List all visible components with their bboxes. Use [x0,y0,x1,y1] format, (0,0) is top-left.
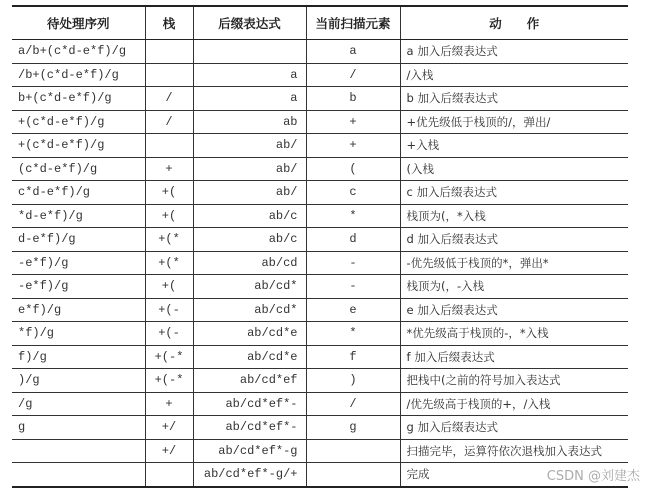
table-row [12,298,628,322]
postfix-cell: a [193,87,306,111]
stack-cell [145,40,193,64]
table-row [12,345,628,369]
table-row [12,228,628,252]
stack-cell: +( [145,204,193,228]
action-cell: /优先级高于栈顶的+，/入栈 [400,392,628,416]
stack-cell: +( [145,181,193,205]
header-postfix: 后缀表达式 [193,6,306,40]
stack-cell: +(-* [145,369,193,393]
table-row [12,134,628,158]
current-element-cell: + [306,134,400,158]
table-row [12,416,628,440]
current-element-cell: - [306,275,400,299]
postfix-cell: a [193,63,306,87]
stack-cell: / [145,87,193,111]
pending-sequence-cell: +(c*d-e*f)/g [12,134,145,158]
stack-cell: +/ [145,439,193,463]
current-element-cell: a [306,40,400,64]
action-cell: f 加入后缀表达式 [400,345,628,369]
pending-sequence-cell: b+(c*d-e*f)/g [12,87,145,111]
current-element-cell: f [306,345,400,369]
action-cell: 完成 [400,463,628,487]
action-cell: /入栈 [400,63,628,87]
postfix-cell: ab [193,110,306,134]
pending-sequence-cell [12,439,145,463]
postfix-cell: ab/cd*ef [193,369,306,393]
stack-cell [145,134,193,158]
pending-sequence-cell: c*d-e*f)/g [12,181,145,205]
action-cell: 栈顶为(，*入栈 [400,204,628,228]
pending-sequence-cell: g [12,416,145,440]
pending-sequence-cell: /g [12,392,145,416]
postfix-cell: ab/ [193,134,306,158]
current-element-cell [306,463,400,487]
pending-sequence-cell: d-e*f)/g [12,228,145,252]
action-cell: 栈顶为(，-入栈 [400,275,628,299]
postfix-cell: ab/ [193,181,306,205]
postfix-cell: ab/cd*ef*- [193,416,306,440]
watermark: CSDN @刘建杰 [546,469,640,484]
table-row [12,204,628,228]
current-element-cell: * [306,204,400,228]
stack-cell: / [145,110,193,134]
stack-cell: +(- [145,298,193,322]
postfix-cell: ab/ [193,157,306,181]
header-row [12,6,628,40]
postfix-cell: ab/c [193,204,306,228]
stack-cell: +(- [145,322,193,346]
table-row [12,157,628,181]
action-cell: -优先级低于栈顶的*，弹出* [400,251,628,275]
table-row [12,463,628,487]
stack-cell [145,63,193,87]
postfix-cell: ab/cd*ef*-g/+ [193,463,306,487]
current-element-cell: b [306,87,400,111]
stack-cell: +/ [145,416,193,440]
action-cell: e 加入后缀表达式 [400,298,628,322]
table-row [12,251,628,275]
current-element-cell [306,439,400,463]
action-cell: *优先级高于栈顶的-，*入栈 [400,322,628,346]
current-element-cell: e [306,298,400,322]
postfix-cell: ab/cd* [193,298,306,322]
stack-cell: + [145,392,193,416]
pending-sequence-cell: e*f)/g [12,298,145,322]
pending-sequence-cell: f)/g [12,345,145,369]
stack-cell: +( [145,275,193,299]
stack-cell: +(-* [145,345,193,369]
table-row [12,275,628,299]
action-cell: 把栈中(之前的符号加入表达式 [400,369,628,393]
table-row [12,439,628,463]
header-action: 动 作 [400,6,628,40]
action-cell: +入栈 [400,134,628,158]
current-element-cell: - [306,251,400,275]
table-row [12,392,628,416]
stack-cell: +(* [145,251,193,275]
table-row [12,369,628,393]
table-row [12,181,628,205]
pending-sequence-cell: )/g [12,369,145,393]
postfix-cell: ab/cd [193,251,306,275]
action-cell: a 加入后缀表达式 [400,40,628,64]
pending-sequence-cell: *d-e*f)/g [12,204,145,228]
pending-sequence-cell: /b+(c*d-e*f)/g [12,63,145,87]
action-cell: +优先级低于栈顶的/，弹出/ [400,110,628,134]
pending-sequence-cell: -e*f)/g [12,275,145,299]
current-element-cell: / [306,63,400,87]
postfix-cell: ab/c [193,228,306,252]
table-row [12,40,628,64]
action-cell: c 加入后缀表达式 [400,181,628,205]
postfix-cell: ab/cd*e [193,345,306,369]
current-element-cell: ( [306,157,400,181]
action-cell: b 加入后缀表达式 [400,87,628,111]
stack-cell [145,463,193,487]
current-element-cell: c [306,181,400,205]
current-element-cell: * [306,322,400,346]
table-row [12,63,628,87]
pending-sequence-cell [12,463,145,487]
table-row [12,322,628,346]
postfix-cell: ab/cd*ef*-g [193,439,306,463]
action-cell: 扫描完毕，运算符依次退栈加入表达式 [400,439,628,463]
current-element-cell: g [306,416,400,440]
postfix-cell: ab/cd* [193,275,306,299]
table-row [12,110,628,134]
postfix-cell: ab/cd*ef*- [193,392,306,416]
postfix-cell: ab/cd*e [193,322,306,346]
table-row [12,87,628,111]
header-stack: 栈 [145,6,193,40]
action-cell: (入栈 [400,157,628,181]
stack-cell: + [145,157,193,181]
infix-to-postfix-table [12,5,628,488]
current-element-cell: ) [306,369,400,393]
header-current-element: 当前扫描元素 [306,6,400,40]
current-element-cell: / [306,392,400,416]
pending-sequence-cell: (c*d-e*f)/g [12,157,145,181]
header-pending-sequence: 待处理序列 [12,6,145,40]
stack-cell: +(* [145,228,193,252]
action-cell: g 加入后缀表达式 [400,416,628,440]
action-cell: d 加入后缀表达式 [400,228,628,252]
pending-sequence-cell: *f)/g [12,322,145,346]
pending-sequence-cell: -e*f)/g [12,251,145,275]
current-element-cell: d [306,228,400,252]
postfix-cell [193,40,306,64]
pending-sequence-cell: a/b+(c*d-e*f)/g [12,40,145,64]
current-element-cell: + [306,110,400,134]
pending-sequence-cell: +(c*d-e*f)/g [12,110,145,134]
